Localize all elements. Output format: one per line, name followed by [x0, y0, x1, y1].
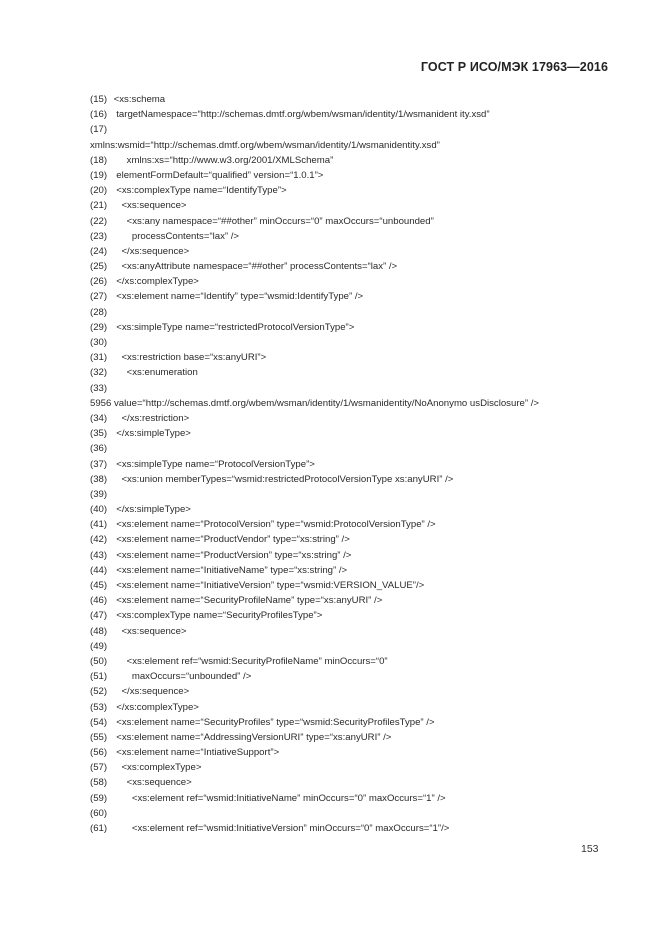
line-text: <xs:enumeration	[126, 367, 198, 379]
code-line	[90, 198, 610, 213]
code-line	[90, 396, 610, 411]
line-text: elementFormDefault=“qualified” version=“1.0.1”>	[116, 169, 324, 181]
code-line	[90, 365, 610, 380]
line-number: (39)	[90, 488, 108, 500]
code-line	[90, 335, 610, 350]
line-text: <xs:complexType name=“IdentifyType”>	[116, 185, 287, 197]
line-number: (30)	[90, 337, 108, 348]
line-text: </xs:complexType>	[116, 276, 199, 288]
line-text: <xs:sequence>	[121, 200, 187, 212]
code-line	[90, 806, 610, 821]
code-line	[90, 608, 610, 623]
line-number: (47)	[90, 610, 108, 622]
line-text: <xs:simpleType name=“ProtocolVersionType”>	[116, 458, 315, 470]
code-line	[90, 350, 610, 365]
line-text: <xs:complexType>	[121, 762, 202, 774]
line-text: targetNamespace=“http://schemas.dmtf.org/wbem/wsman/identity/1/wsmanident ity.xsd”	[116, 109, 490, 121]
line-text: <xs:element name=“ProductVendor” type=“xs:string” />	[116, 534, 350, 546]
line-number: (48)	[90, 625, 108, 637]
line-text: <xs:element name=“Identify” type=“wsmid:IdentifyType” />	[116, 291, 364, 303]
code-line	[90, 411, 610, 426]
code-line	[90, 441, 610, 456]
line-number: (37)	[90, 458, 108, 470]
code-line	[90, 153, 610, 168]
line-number: (29)	[90, 321, 108, 333]
code-line	[90, 168, 610, 183]
line-number: (60)	[90, 807, 108, 819]
code-line	[90, 654, 610, 669]
line-text: <xs:element name=“InitiativeVersion” type=“wsmid:VERSION_VALUE”/>	[116, 580, 425, 591]
line-text: xmlns:xs=“http://www.w3.org/2001/XMLSchema”	[126, 154, 334, 166]
line-text: <xs:element name=“InitiativeName” type=“xs:string” />	[116, 564, 348, 576]
code-line	[90, 760, 610, 775]
line-text: <xs:simpleType name=“restrictedProtocolVersionType”>	[116, 321, 355, 333]
line-text: <xs:restriction base=“xs:anyURI”>	[121, 352, 267, 364]
code-line	[90, 472, 610, 487]
line-number: (27)	[90, 291, 108, 303]
code-line	[90, 457, 610, 472]
line-text: <xs:element ref=“wsmid:InitiativeName” minOccurs=“0” maxOccurs=“1” />	[131, 792, 446, 804]
line-number: (33)	[90, 382, 108, 394]
line-number: (57)	[90, 762, 108, 774]
line-text: <xs:element ref=“wsmid:InitiativeVersion” minOccurs=“0” maxOccurs=“1”/>	[131, 823, 450, 834]
code-line	[90, 92, 610, 107]
code-line	[90, 669, 610, 684]
line-text: </xs:sequence>	[121, 686, 190, 698]
line-number: (28)	[90, 306, 108, 318]
line-number: (42)	[90, 534, 108, 546]
code-line	[90, 259, 610, 274]
code-line	[90, 639, 610, 654]
code-line	[90, 289, 610, 304]
page-number: 153	[581, 843, 599, 855]
line-text: <xs:any namespace=“##other” minOccurs=“0” maxOccurs=“unbounded”	[126, 215, 434, 227]
line-number: (49)	[90, 640, 108, 652]
line-number: (17)	[90, 124, 108, 136]
line-number: (32)	[90, 367, 108, 379]
line-text: </xs:complexType>	[116, 701, 199, 713]
code-line	[90, 517, 610, 532]
code-line	[90, 730, 610, 745]
line-text: <xs:anyAttribute namespace=“##other” processContents=“lax” />	[121, 261, 398, 273]
line-number: (55)	[90, 731, 108, 743]
line-text: xmlns:wsmid=“http://schemas.dmtf.org/wbem/wsman/identity/1/wsmanidentity.xsd”	[90, 139, 440, 151]
line-text: <xs:element name=“ProductVersion” type=“xs:string” />	[116, 549, 352, 561]
line-text: </xs:simpleType>	[116, 428, 191, 440]
line-number: (50)	[90, 655, 108, 667]
line-text: </xs:sequence>	[121, 245, 190, 257]
line-number: (52)	[90, 686, 108, 698]
line-number: (35)	[90, 428, 108, 440]
line-number: (36)	[90, 443, 108, 455]
line-text: <xs:union memberTypes=“wsmid:restrictedProtocolVersionType xs:anyURI” />	[121, 473, 454, 485]
line-text: <xs:element name=“ProtocolVersion” type=“wsmid:ProtocolVersionType” />	[116, 519, 436, 531]
line-text: <xs:element name=“SecurityProfiles” type=“wsmid:SecurityProfilesType” />	[116, 716, 435, 728]
code-line	[90, 320, 610, 335]
code-line	[90, 244, 610, 259]
line-number: (61)	[90, 823, 108, 834]
line-text: <xs:sequence>	[121, 625, 187, 637]
line-number: (58)	[90, 777, 108, 789]
line-number: (59)	[90, 792, 108, 804]
line-number: (22)	[90, 215, 108, 227]
code-line	[90, 563, 610, 578]
line-number: (45)	[90, 580, 108, 591]
line-text: <xs:element ref=“wsmid:SecurityProfileName” minOccurs=“0”	[126, 655, 388, 667]
line-text: <xs:element name=“IntiativeSupport”>	[116, 747, 280, 759]
line-number: (25)	[90, 261, 108, 273]
code-line	[90, 183, 610, 198]
line-number: (38)	[90, 473, 108, 485]
code-line	[90, 502, 610, 517]
code-line	[90, 745, 610, 760]
line-text: <xs:sequence>	[126, 777, 192, 789]
line-number: (54)	[90, 716, 108, 728]
line-number: (26)	[90, 276, 108, 288]
line-number: (24)	[90, 245, 108, 257]
code-line	[90, 487, 610, 502]
line-number: (18)	[90, 154, 108, 166]
code-line	[90, 578, 610, 593]
line-text: 5956 value=“http://schemas.dmtf.org/wbem/wsman/identity/1/wsmanidentity/NoAnonymo usDisclosure” />	[90, 397, 539, 409]
code-line	[90, 684, 610, 699]
line-text: <xs:element name=“AddressingVersionURI” type=“xs:anyURI” />	[116, 731, 392, 743]
line-number: (20)	[90, 185, 108, 197]
code-line	[90, 229, 610, 244]
code-line	[90, 381, 610, 396]
code-line	[90, 548, 610, 563]
line-number: (21)	[90, 200, 108, 212]
line-text: processContents=“lax” />	[131, 230, 240, 242]
line-number: (43)	[90, 549, 108, 561]
line-number: (40)	[90, 504, 108, 516]
line-number: (34)	[90, 412, 108, 424]
code-line	[90, 715, 610, 730]
line-number: (46)	[90, 595, 108, 607]
line-text: <xs:schema	[113, 94, 166, 105]
code-line	[90, 214, 610, 229]
line-text: </xs:restriction>	[121, 412, 190, 424]
code-line	[90, 274, 610, 289]
line-number: (51)	[90, 671, 108, 683]
line-number: (56)	[90, 747, 108, 759]
line-number: (53)	[90, 701, 108, 713]
line-text: maxOccurs=“unbounded” />	[131, 671, 252, 683]
line-number: (31)	[90, 352, 108, 364]
code-line	[90, 624, 610, 639]
code-line	[90, 122, 610, 137]
line-number: (23)	[90, 230, 108, 242]
line-number: (19)	[90, 169, 108, 181]
line-text: <xs:element name=“SecurityProfileName” type=“xs:anyURI” />	[116, 595, 383, 607]
code-line	[90, 107, 610, 122]
code-line	[90, 138, 610, 153]
line-number: (16)	[90, 109, 108, 121]
code-line	[90, 593, 610, 608]
line-text: <xs:complexType name=“SecurityProfilesType”>	[116, 610, 323, 622]
code-line	[90, 821, 610, 836]
code-line	[90, 775, 610, 790]
code-listing	[90, 92, 610, 836]
line-number: (44)	[90, 564, 108, 576]
line-text: </xs:simpleType>	[116, 504, 191, 516]
code-line	[90, 426, 610, 441]
code-line	[90, 532, 610, 547]
document-header-title: ГОСТ Р ИСО/МЭК 17963—2016	[420, 60, 608, 74]
line-number: (15)	[90, 94, 108, 105]
code-line	[90, 700, 610, 715]
line-number: (41)	[90, 519, 108, 531]
code-line	[90, 305, 610, 320]
code-line	[90, 791, 610, 806]
